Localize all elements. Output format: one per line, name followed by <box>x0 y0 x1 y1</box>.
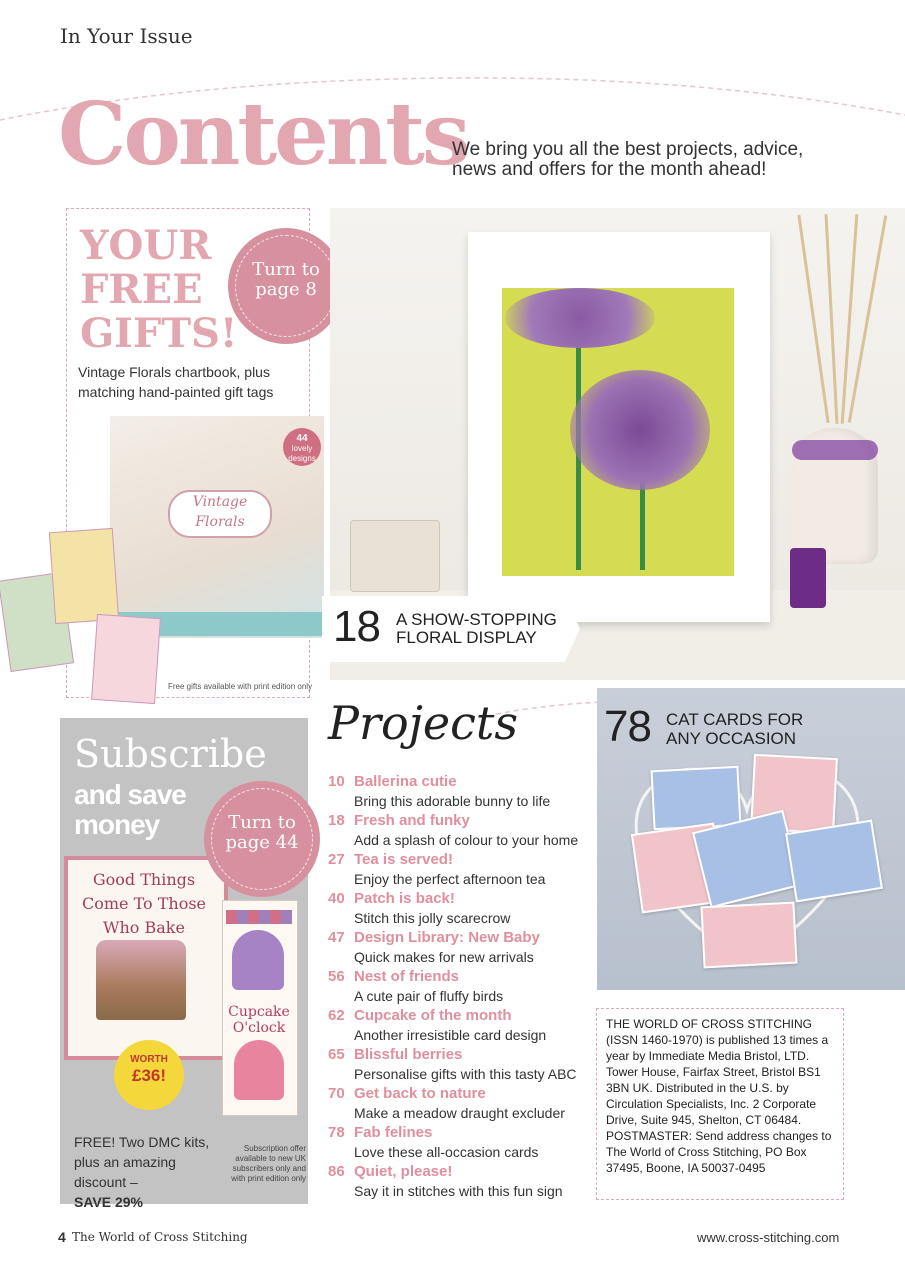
project-item[interactable] <box>328 1162 598 1201</box>
project-title: Patch is back! <box>354 890 455 907</box>
designs-label-line: lovely <box>291 444 313 453</box>
subscribe-offer-text <box>74 1132 224 1212</box>
project-description: Bring this adorable bunny to life <box>354 793 551 809</box>
turn-to-page-8-badge[interactable] <box>228 228 344 344</box>
gift-tag-image <box>91 614 161 704</box>
turn-to-label: Turn to <box>228 812 296 833</box>
turn-to-page-44-badge[interactable] <box>204 781 320 897</box>
hero-callout-line: FLORAL DISPLAY <box>396 628 537 647</box>
worth-label: WORTH <box>130 1054 168 1065</box>
worth-badge <box>114 1040 184 1110</box>
project-page: 70 <box>328 1085 345 1102</box>
project-title: Get back to nature <box>354 1085 486 1102</box>
project-page: 47 <box>328 929 345 946</box>
page-number: 4 <box>58 1229 66 1245</box>
project-description: Love these all-occasion cards <box>354 1144 539 1160</box>
project-item[interactable] <box>328 928 598 967</box>
project-description: Enjoy the perfect afternoon tea <box>354 871 546 887</box>
thread-spool <box>790 548 826 608</box>
cat-cards-text <box>666 710 866 748</box>
project-page: 62 <box>328 1007 345 1024</box>
subscribe-subheading-line: money <box>74 809 160 840</box>
subscribe-subheading <box>74 780 186 840</box>
project-title: Fresh and funky <box>354 812 470 829</box>
gift-tag-image <box>49 528 119 624</box>
website-link[interactable]: www.cross-stitching.com <box>697 1230 840 1245</box>
project-page: 86 <box>328 1163 345 1180</box>
cat-cards-line: ANY OCCASION <box>666 729 797 748</box>
project-item[interactable] <box>328 1045 598 1084</box>
project-item[interactable] <box>328 811 598 850</box>
kit-text: Good Things Come To Those Who Bake <box>81 870 207 937</box>
project-title: Nest of friends <box>354 968 460 985</box>
turn-to-page: page 44 <box>225 832 299 853</box>
free-gifts-heading-line: GIFTS! <box>80 310 238 357</box>
project-title: Blissful berries <box>354 1046 463 1063</box>
cat-card <box>785 820 883 903</box>
free-gifts-note: Free gifts available with print edition only <box>168 682 313 691</box>
allium-bloom <box>570 370 710 490</box>
magazine-name: The World of Cross Stitching <box>72 1230 248 1244</box>
project-item[interactable] <box>328 889 598 928</box>
turn-to-label: Turn to <box>252 259 320 280</box>
cupcake-image <box>234 1040 284 1100</box>
subscribe-heading: Subscribe <box>74 732 267 776</box>
subscribe-note: Subscription offer available to new UK subscribers only and with print edition only <box>231 1144 306 1183</box>
cat-cards-line: CAT CARDS FOR <box>666 710 804 729</box>
subscribe-subheading-line: and save <box>74 779 186 810</box>
publisher-info: THE WORLD OF CROSS STITCHING (ISSN 1460-1970) is published 13 times a year by Immediate Media Bristol, LTD. Tower House, Fairfax Street, Bristol BS1 3BN UK. Distributed in the U.S. by Circulation Specialists, Inc. 2 Corporate Drive, Suite 945, Shelton, CT 06484. POSTMASTER: Send address changes to The World of Cross Stitching, PO Box 37495, Boone, IA 50037-0495 <box>606 1017 832 1175</box>
project-description: Say it in stitches with this fun sign <box>354 1183 563 1199</box>
project-page: 56 <box>328 968 345 985</box>
project-title: Design Library: New Baby <box>354 929 540 946</box>
free-gifts-heading-line: YOUR <box>80 222 212 269</box>
project-title: Ballerina cutie <box>354 773 457 790</box>
project-title: Fab felines <box>354 1124 433 1141</box>
project-page: 40 <box>328 890 345 907</box>
free-gifts-heading-line: FREE <box>80 266 203 313</box>
project-description: Make a meadow draught excluder <box>354 1105 565 1121</box>
bunting-image <box>226 910 292 924</box>
lantern-image <box>350 520 440 592</box>
vintage-florals-badge: Vintage Florals <box>168 490 272 538</box>
project-item[interactable] <box>328 967 598 1006</box>
project-page: 65 <box>328 1046 345 1063</box>
project-item[interactable] <box>328 850 598 889</box>
cat-cards-page: 78 <box>604 702 651 751</box>
section-label: In Your Issue <box>60 24 193 48</box>
free-gifts-heading <box>80 224 237 356</box>
project-page: 18 <box>328 812 345 829</box>
project-item[interactable] <box>328 1006 598 1045</box>
ribbon-bow <box>792 440 878 460</box>
project-page: 27 <box>328 851 345 868</box>
project-title: Cupcake of the month <box>354 1007 512 1024</box>
cake-stand-image <box>96 940 186 1020</box>
allium-bloom <box>505 288 655 348</box>
project-page: 10 <box>328 773 345 790</box>
project-item[interactable] <box>328 772 598 811</box>
project-title: Tea is served! <box>354 851 453 868</box>
worth-value: £36! <box>131 1066 167 1085</box>
cat-card <box>650 766 741 831</box>
project-description: Personalise gifts with this tasty ABC <box>354 1066 577 1082</box>
project-item[interactable] <box>328 1084 598 1123</box>
hero-callout-page: 18 <box>333 602 380 651</box>
subscribe-offer: FREE! Two DMC kits, plus an amazing discount – <box>74 1134 210 1190</box>
hero-callout-line: A SHOW-STOPPING <box>396 610 557 629</box>
project-item[interactable] <box>328 1123 598 1162</box>
project-description: Stitch this jolly scarecrow <box>354 910 511 926</box>
designs-count: 44 <box>296 433 308 444</box>
project-title: Quiet, please! <box>354 1163 453 1180</box>
subscribe-discount: SAVE 29% <box>74 1194 143 1210</box>
designs-count-badge <box>283 428 321 466</box>
free-gifts-description: Vintage Florals chartbook, plus matching hand-painted gift tags <box>78 364 274 400</box>
project-description: Add a splash of colour to your home <box>354 832 579 848</box>
page-title: Contents <box>58 84 468 185</box>
intro-text: We bring you all the best projects, advice, news and offers for the month ahead! <box>452 139 804 180</box>
kit-text: Cupcake O'clock <box>228 1004 290 1036</box>
projects-heading: Projects <box>328 696 518 750</box>
cat-card <box>700 902 797 969</box>
project-description: Another irresistible card design <box>354 1027 547 1043</box>
designs-label-line: designs <box>288 454 316 463</box>
cupcake-image <box>232 930 284 990</box>
project-page: 78 <box>328 1124 345 1141</box>
project-description: Quick makes for new arrivals <box>354 949 534 965</box>
project-description: A cute pair of fluffy birds <box>354 988 504 1004</box>
hero-callout-text <box>396 611 576 647</box>
turn-to-page: page 8 <box>255 279 317 300</box>
projects-list <box>328 772 598 1201</box>
